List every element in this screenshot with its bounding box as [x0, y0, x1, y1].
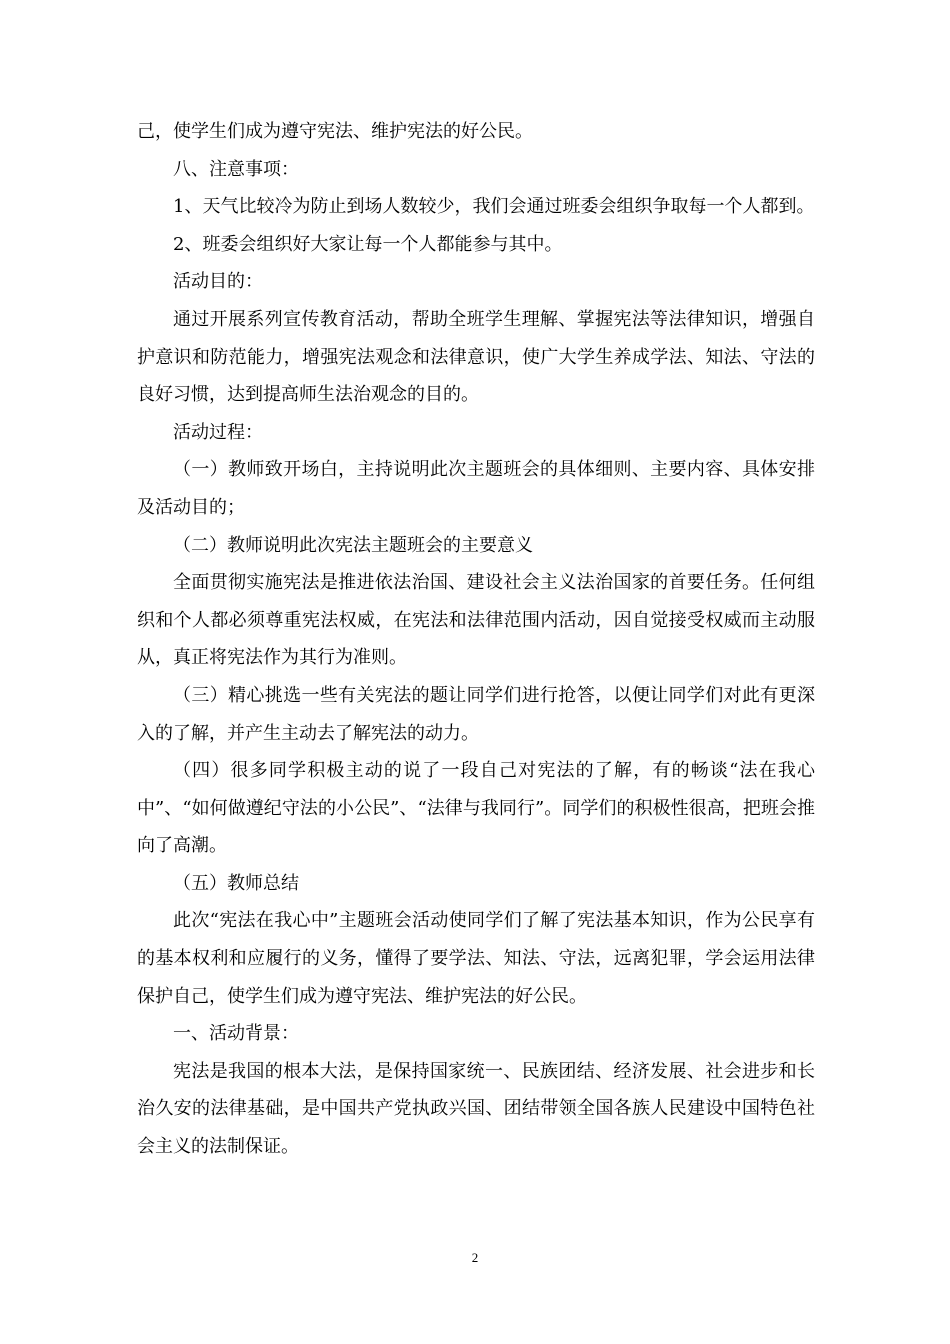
paragraph: （一）教师致开场白，主持说明此次主题班会的具体细则、主要内容、具体安排及活动目的； — [137, 459, 815, 518]
section-heading: 八、注意事项： — [173, 158, 299, 180]
section-heading: 活动过程： — [173, 421, 263, 443]
paragraph: （五）教师总结 — [173, 872, 299, 894]
paragraph: 1、天气比较冷为防止到场人数较少，我们会通过班委会组织争取每一个人都到。 — [173, 196, 815, 218]
page-number: 2 — [471, 1250, 479, 1265]
paragraph: 全面贯彻实施宪法是推进依法治国、建设社会主义法治国家的首要任务。任何组织和个人都必须尊重宪法权威，在宪法和法律范围内活动，因自觉接受权威而主动服从，真正将宪法作为其行为准则。 — [137, 572, 815, 669]
section-heading: 活动目的： — [173, 271, 263, 293]
paragraph: 此次“宪法在我心中”主题班会活动使同学们了解了宪法基本知识，作为公民享有的基本权利和应履行的义务，懂得了要学法、知法、守法，远离犯罪，学会运用法律保护自己，使学生们成为遵守宪法、维护宪法的好公民。 — [137, 910, 815, 1007]
paragraph: 通过开展系列宣传教育活动，帮助全班学生理解、掌握宪法等法律知识，增强自护意识和防范能力，增强宪法观念和法律意识，使广大学生养成学法、知法、守法的良好习惯，达到提高师生法治观念的目的。 — [137, 308, 815, 406]
paragraph: 2、班委会组织好大家让每一个人都能参与其中。 — [173, 233, 563, 255]
paragraph: 宪法是我国的根本大法，是保持国家统一、民族团结、经济发展、社会进步和长治久安的法律基础，是中国共产党执政兴国、团结带领全国各族人民建设中国特色社会主义的法制保证。 — [137, 1060, 815, 1158]
paragraph: （三）精心挑选一些有关宪法的题让同学们进行抢答，以便让同学们对此有更深入的了解，并产生主动去了解宪法的动力。 — [137, 684, 815, 744]
section-heading: 一、活动背景： — [173, 1023, 299, 1045]
paragraph: （四）很多同学积极主动的说了一段自己对宪法的了解，有的畅谈“法在我心中”、“如何做遵纪守法的小公民”、“法律与我同行”。同学们的积极性很高，把班会推向了高潮。 — [137, 760, 815, 857]
document-body — [137, 113, 815, 1166]
paragraph: （二）教师说明此次宪法主题班会的主要意义 — [173, 534, 533, 556]
paragraph: 己，使学生们成为遵守宪法、维护宪法的好公民。 — [137, 121, 533, 142]
